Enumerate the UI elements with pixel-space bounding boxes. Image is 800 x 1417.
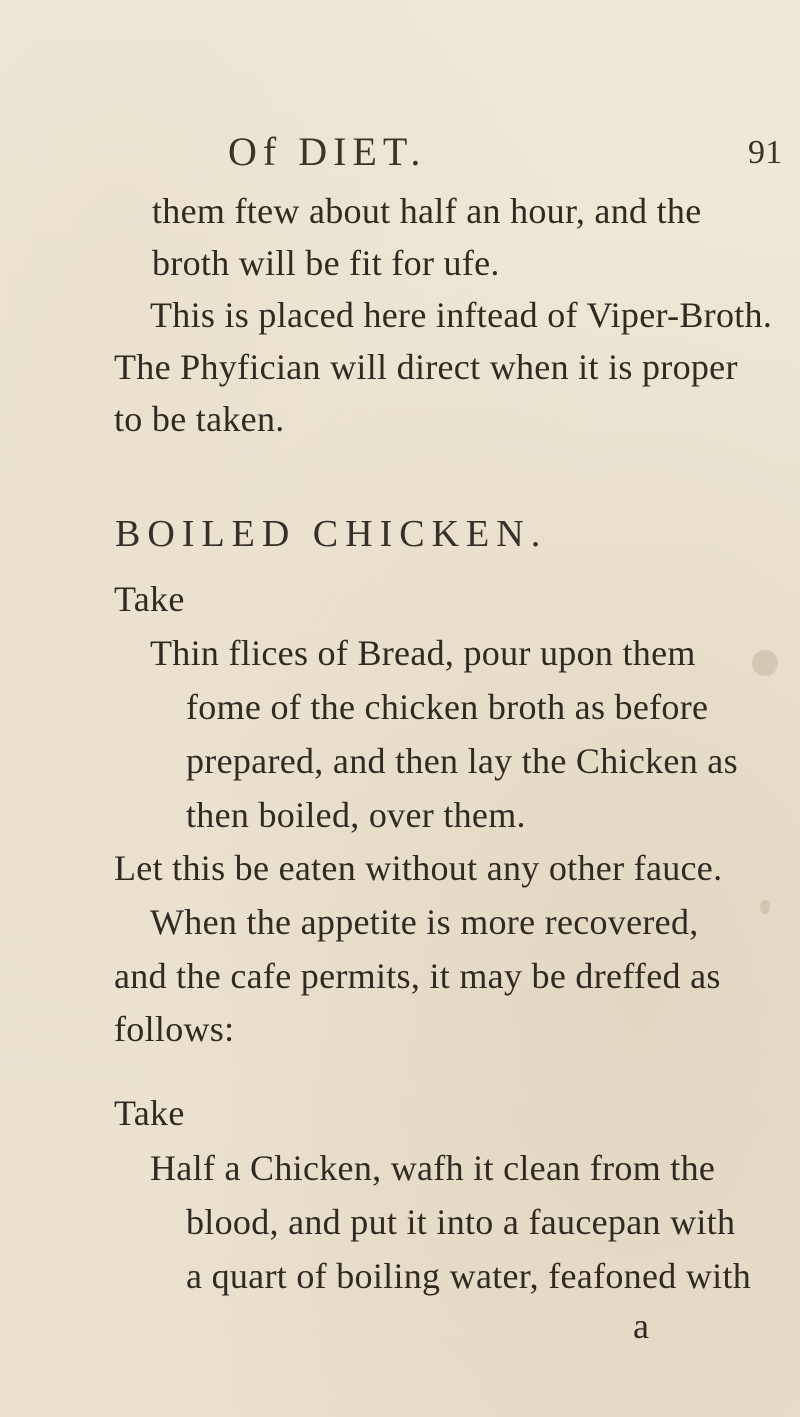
text-line: Half a Chicken, wafh it clean from the (150, 1148, 716, 1188)
text-line: then boiled, over them. (186, 795, 526, 835)
text-line: The Phyfician will direct when it is proper (114, 347, 738, 387)
text-line: broth will be fit for ufe. (152, 243, 500, 283)
text-line: blood, and put it into a faucepan with (186, 1202, 736, 1242)
take-label: Take (114, 1093, 185, 1133)
section-title: BOILED CHICKEN. (115, 513, 548, 555)
text-line: This is placed here inftead of Viper-Broth. (150, 295, 773, 335)
running-title: Of DIET. (228, 129, 427, 174)
catchword: a (633, 1306, 650, 1346)
text-line: a quart of boiling water, feafoned with (186, 1256, 752, 1296)
page-number: 91 (748, 134, 783, 171)
text-line: follows: (114, 1009, 235, 1049)
text-line: them ftew about half an hour, and the (152, 191, 702, 231)
text-line: Let this be eaten without any other fauce. (114, 848, 723, 888)
text-line: When the appetite is more recovered, (150, 902, 699, 942)
text-line: prepared, and then lay the Chicken as (186, 741, 738, 781)
text-line: fome of the chicken broth as before (186, 687, 709, 727)
text-line: Thin flices of Bread, pour upon them (150, 633, 696, 673)
paper-stain (752, 650, 778, 676)
paper-stain (760, 900, 770, 914)
take-label: Take (114, 579, 185, 619)
text-line: and the cafe permits, it may be dreffed as (114, 956, 721, 996)
text-line: to be taken. (114, 399, 285, 439)
